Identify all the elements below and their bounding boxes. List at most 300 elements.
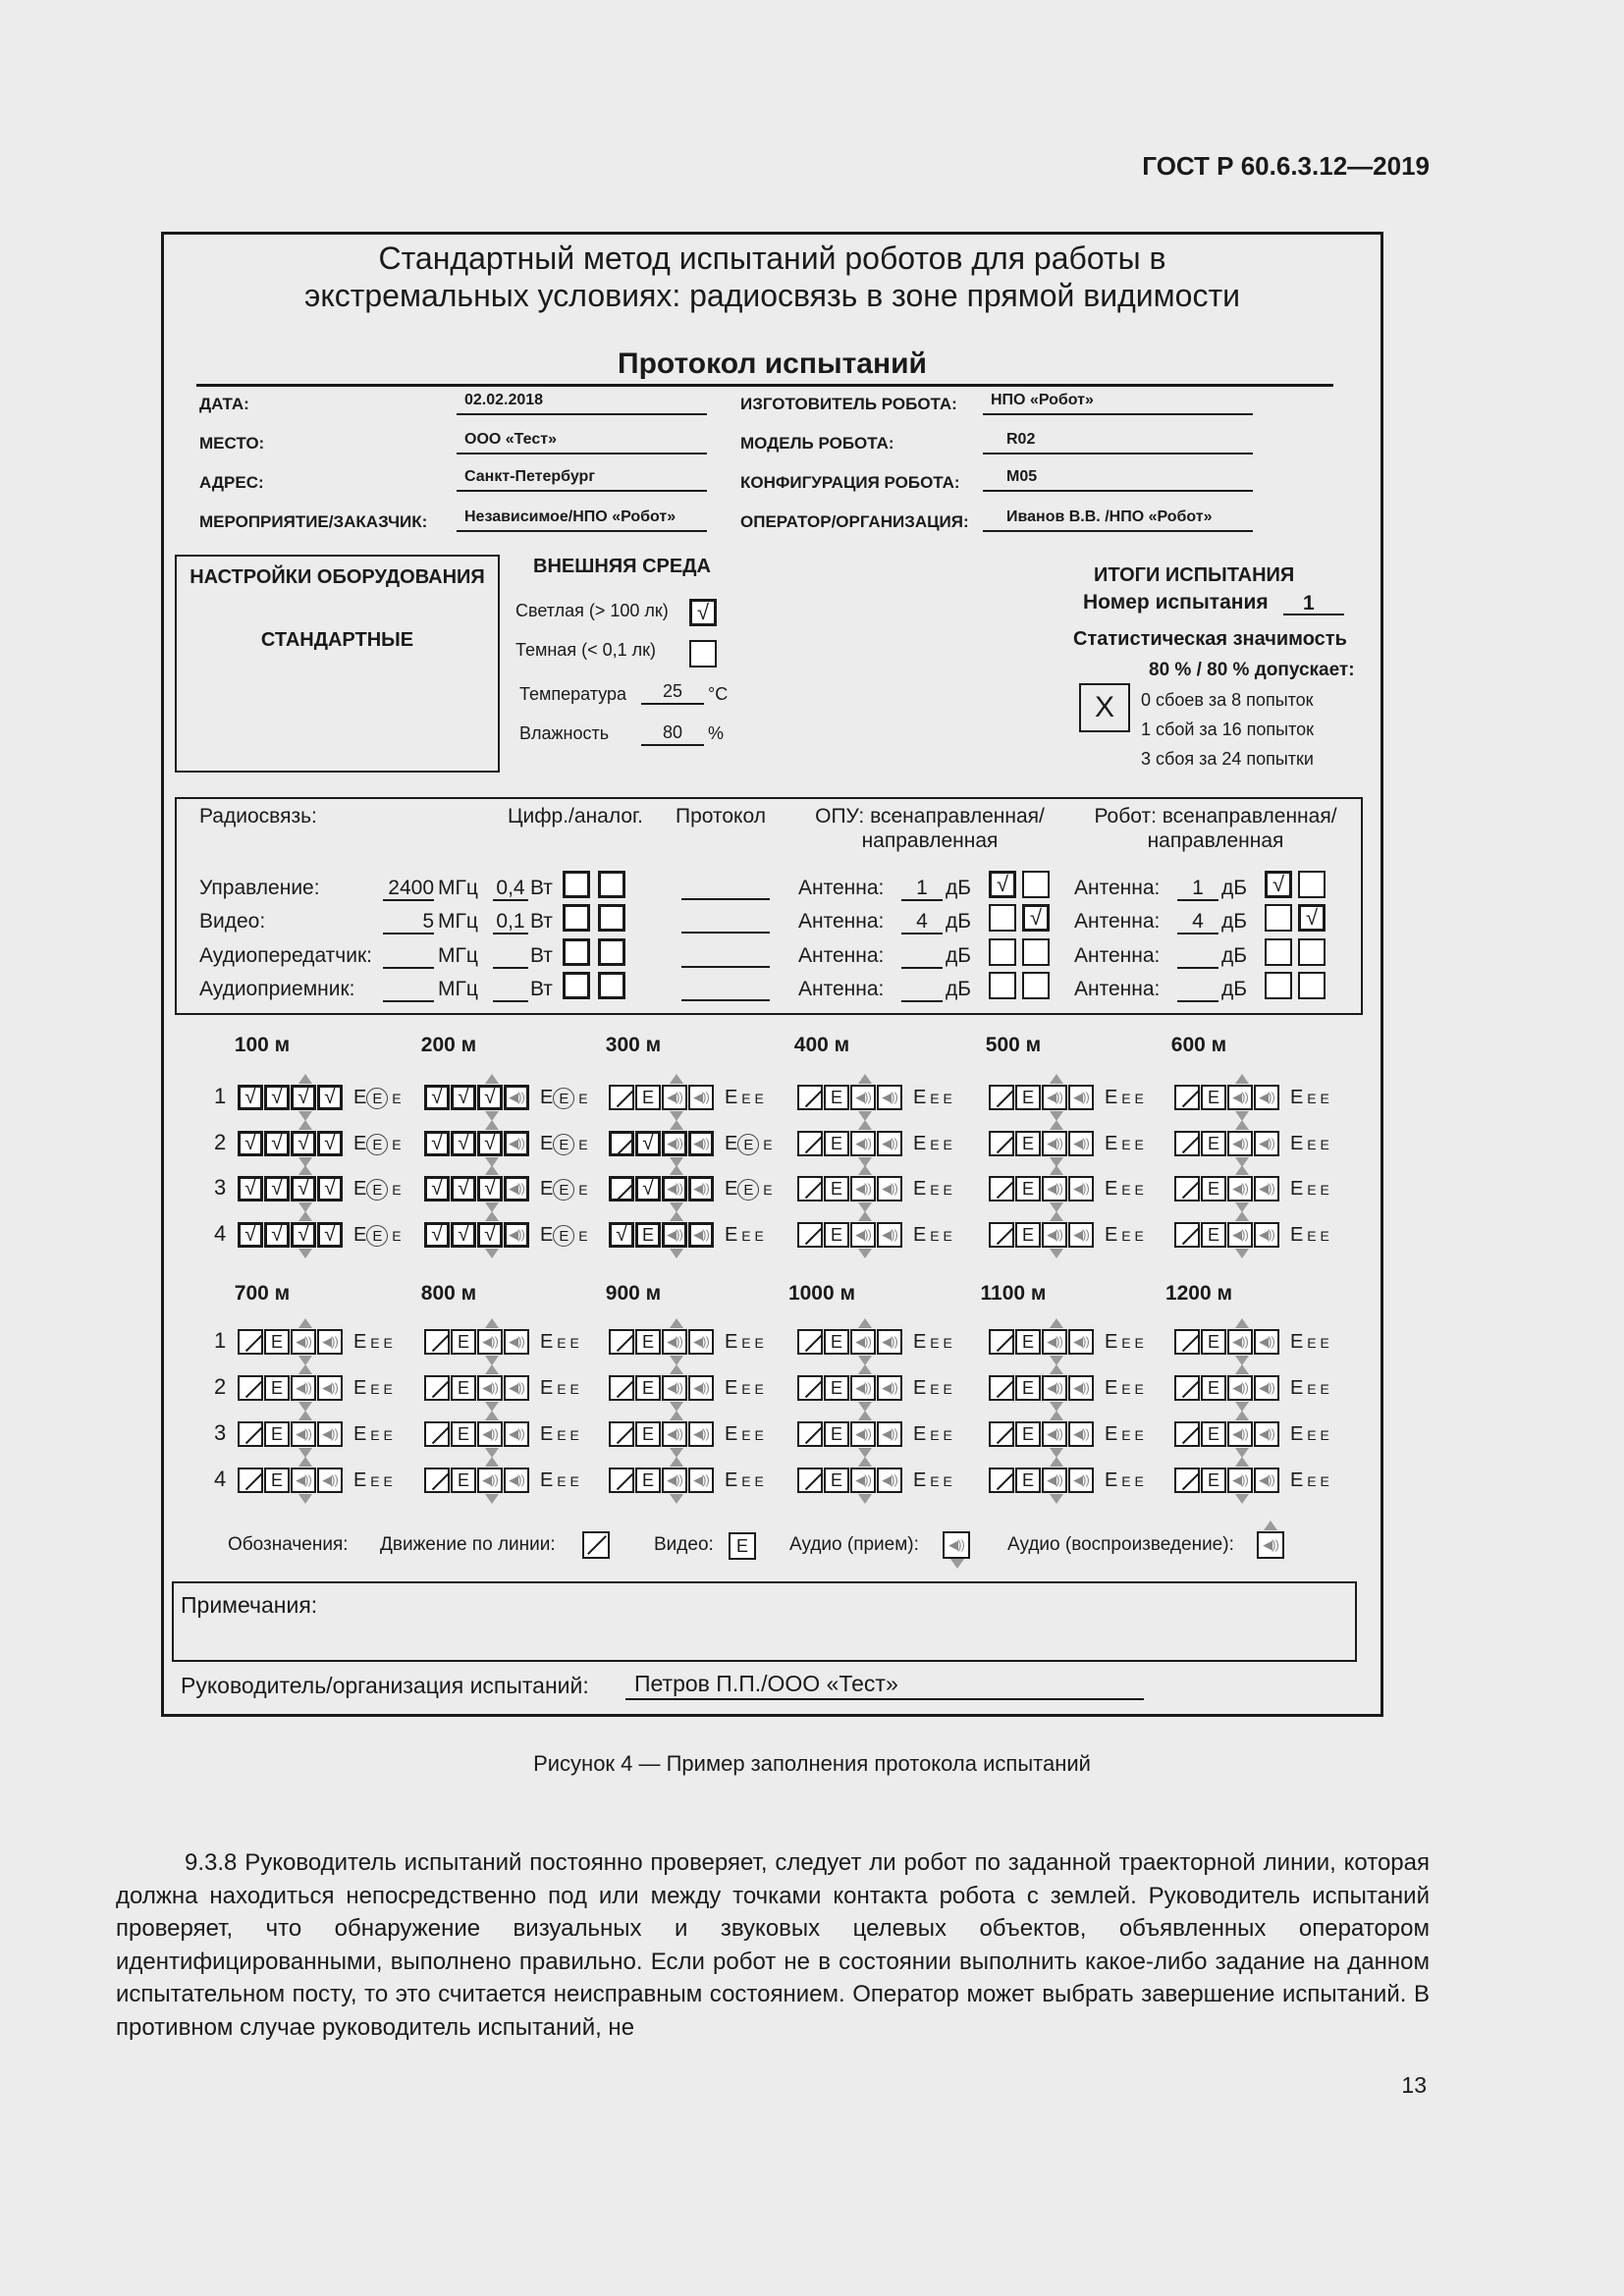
legend-line-label: Движение по линии: — [380, 1534, 556, 1555]
digital-checkbox[interactable] — [563, 871, 590, 898]
cell-box[interactable] — [477, 1421, 503, 1447]
cell-box[interactable] — [291, 1468, 316, 1493]
cell-box[interactable] — [989, 1421, 1014, 1447]
video-icon: E — [1207, 1224, 1219, 1245]
cell-box[interactable] — [850, 1131, 876, 1156]
analog-checkbox[interactable] — [598, 972, 625, 999]
maker-field[interactable]: НПО «Робот» — [983, 392, 1253, 415]
radio-power-field[interactable] — [493, 944, 528, 969]
robot-antenna-field[interactable] — [1177, 944, 1218, 969]
cell-box[interactable] — [877, 1375, 902, 1401]
cell-box[interactable] — [989, 1131, 1014, 1156]
cell-box[interactable] — [824, 1468, 849, 1493]
cell-box[interactable] — [424, 1131, 450, 1156]
cell-box[interactable] — [635, 1131, 661, 1156]
opu-omni-checkbox[interactable] — [989, 904, 1016, 932]
speaker-icon: ◀)) — [1259, 1380, 1274, 1395]
opu-directional-checkbox[interactable]: √ — [1022, 904, 1050, 932]
notes-box[interactable] — [172, 1581, 1357, 1662]
cell-box[interactable] — [850, 1329, 876, 1355]
digital-checkbox[interactable] — [563, 938, 590, 966]
cell-box[interactable] — [609, 1329, 634, 1355]
cell-box[interactable] — [451, 1085, 476, 1110]
cell-box[interactable] — [635, 1085, 661, 1110]
up-arrow-icon — [298, 1457, 312, 1467]
opu-omni-checkbox[interactable]: √ — [989, 871, 1016, 898]
stat-mark-box[interactable]: X — [1079, 683, 1130, 732]
cell-box[interactable] — [1042, 1421, 1067, 1447]
cell-box[interactable] — [1042, 1085, 1067, 1110]
cell-box[interactable] — [797, 1375, 823, 1401]
radio-freq-field[interactable]: 2400 — [383, 877, 434, 901]
cell-box[interactable] — [877, 1468, 902, 1493]
cell-box[interactable] — [1015, 1176, 1041, 1201]
cell-box[interactable] — [797, 1176, 823, 1201]
opu-directional-checkbox[interactable] — [1022, 938, 1050, 966]
cell-box[interactable] — [1015, 1329, 1041, 1355]
cell-box[interactable] — [1227, 1085, 1253, 1110]
robot-directional-checkbox[interactable] — [1298, 938, 1326, 966]
video-markers: E E E — [725, 1087, 764, 1108]
cell-box[interactable] — [824, 1329, 849, 1355]
legend-line-icon — [582, 1531, 610, 1559]
cell-box[interactable] — [635, 1421, 661, 1447]
cell-box[interactable] — [264, 1375, 290, 1401]
cell-box[interactable] — [317, 1375, 343, 1401]
cell-box[interactable] — [424, 1085, 450, 1110]
cell-box[interactable] — [1015, 1468, 1041, 1493]
cell-box[interactable] — [1068, 1131, 1094, 1156]
cell-box[interactable] — [1227, 1176, 1253, 1201]
temp-field[interactable]: 25 — [641, 681, 704, 705]
circled-marker-icon: E — [366, 1088, 388, 1109]
cell-box[interactable] — [1254, 1176, 1279, 1201]
cell-box[interactable] — [609, 1131, 634, 1156]
cell-box[interactable] — [877, 1329, 902, 1355]
cell-box[interactable] — [1174, 1468, 1200, 1493]
cell-box[interactable] — [1042, 1468, 1067, 1493]
cell-box[interactable] — [688, 1468, 714, 1493]
legend-label: Обозначения: — [228, 1534, 349, 1555]
opu-omni-checkbox[interactable] — [989, 938, 1016, 966]
humidity-field[interactable]: 80 — [641, 722, 704, 746]
cell-box[interactable] — [989, 1468, 1014, 1493]
cell-box[interactable] — [824, 1085, 849, 1110]
cell-box[interactable] — [609, 1375, 634, 1401]
cell-box[interactable] — [797, 1131, 823, 1156]
robot-omni-checkbox[interactable] — [1265, 904, 1292, 932]
cell-box[interactable] — [291, 1421, 316, 1447]
cell-box[interactable] — [317, 1176, 343, 1201]
cell-box[interactable] — [662, 1176, 687, 1201]
cell-box[interactable] — [1068, 1222, 1094, 1248]
cell-box[interactable] — [504, 1329, 529, 1355]
speaker-icon: ◀)) — [1073, 1380, 1089, 1395]
cell-box[interactable] — [1201, 1176, 1226, 1201]
cell-box[interactable] — [1068, 1468, 1094, 1493]
cell-box[interactable] — [451, 1421, 476, 1447]
config-field[interactable]: M05 — [983, 468, 1253, 492]
radio-freq-field[interactable] — [383, 978, 434, 1002]
cell-box[interactable] — [238, 1329, 263, 1355]
operator-field[interactable]: Иванов В.В. /НПО «Робот» — [983, 508, 1253, 532]
analog-checkbox[interactable] — [598, 871, 625, 898]
cell-box[interactable] — [797, 1421, 823, 1447]
speaker-icon: ◀)) — [855, 1334, 871, 1349]
cell-box[interactable] — [1227, 1131, 1253, 1156]
cell-box[interactable] — [317, 1468, 343, 1493]
cell-box[interactable] — [264, 1176, 290, 1201]
cell-box[interactable] — [504, 1468, 529, 1493]
cell-box[interactable] — [317, 1222, 343, 1248]
cell-box[interactable] — [1227, 1222, 1253, 1248]
cell-box[interactable] — [291, 1329, 316, 1355]
cell-box[interactable] — [1068, 1421, 1094, 1447]
trial-row-number: 2 — [214, 1374, 227, 1399]
cell-box[interactable] — [1068, 1329, 1094, 1355]
cell-box[interactable] — [477, 1329, 503, 1355]
cell-box[interactable] — [609, 1468, 634, 1493]
cell-box[interactable] — [424, 1421, 450, 1447]
cell-box[interactable] — [797, 1085, 823, 1110]
cell-box[interactable] — [424, 1176, 450, 1201]
cell-box[interactable] — [609, 1421, 634, 1447]
circled-marker-icon: E — [553, 1134, 574, 1155]
robot-directional-checkbox[interactable] — [1298, 871, 1326, 898]
cell-box[interactable] — [662, 1131, 687, 1156]
cell-box[interactable] — [291, 1085, 316, 1110]
cell-box[interactable] — [989, 1085, 1014, 1110]
speaker-icon: ◀)) — [948, 1537, 964, 1552]
check-mark: √ — [484, 1086, 496, 1108]
cell-box[interactable] — [1254, 1468, 1279, 1493]
cell-box[interactable] — [1174, 1085, 1200, 1110]
cell-box[interactable] — [850, 1421, 876, 1447]
speaker-icon: ◀)) — [1232, 1472, 1248, 1487]
cell-box[interactable] — [877, 1085, 902, 1110]
cell-box[interactable] — [504, 1222, 529, 1248]
cell-box[interactable] — [238, 1421, 263, 1447]
db-unit: дБ — [946, 944, 972, 967]
protocol-field[interactable] — [681, 877, 770, 900]
cell-box[interactable] — [424, 1329, 450, 1355]
cell-box[interactable] — [1174, 1421, 1200, 1447]
cell-box[interactable] — [635, 1329, 661, 1355]
cell-box[interactable] — [1068, 1085, 1094, 1110]
cell-box[interactable] — [1174, 1375, 1200, 1401]
cell-box[interactable] — [1201, 1085, 1226, 1110]
cell-box[interactable] — [688, 1329, 714, 1355]
cell-box[interactable] — [797, 1468, 823, 1493]
line-slash-icon — [997, 1472, 1014, 1490]
cell-box[interactable] — [264, 1468, 290, 1493]
cell-box[interactable] — [238, 1468, 263, 1493]
robot-antenna-field[interactable] — [1177, 978, 1218, 1002]
cell-box[interactable] — [1174, 1176, 1200, 1201]
cell-box[interactable] — [989, 1329, 1014, 1355]
cell-box[interactable] — [1201, 1375, 1226, 1401]
model-field[interactable]: R02 — [983, 431, 1253, 454]
robot-omni-checkbox[interactable] — [1265, 938, 1292, 966]
cell-box[interactable] — [662, 1329, 687, 1355]
cell-box[interactable] — [688, 1375, 714, 1401]
cell-box[interactable] — [824, 1375, 849, 1401]
cell-box[interactable] — [317, 1329, 343, 1355]
digital-checkbox[interactable] — [563, 972, 590, 999]
robot-antenna-field[interactable]: 1 — [1177, 877, 1218, 901]
cell-box[interactable] — [635, 1176, 661, 1201]
cell-box[interactable] — [451, 1375, 476, 1401]
cell-box[interactable] — [477, 1468, 503, 1493]
cell-box[interactable] — [291, 1375, 316, 1401]
cell-box[interactable] — [1201, 1131, 1226, 1156]
cell-box[interactable] — [877, 1131, 902, 1156]
cell-box[interactable] — [989, 1222, 1014, 1248]
cell-box[interactable] — [1015, 1131, 1041, 1156]
cell-box[interactable] — [824, 1176, 849, 1201]
cell-box[interactable] — [264, 1222, 290, 1248]
address-field[interactable]: Санкт-Петербург — [457, 468, 707, 492]
cell-box[interactable] — [1174, 1131, 1200, 1156]
cell-box[interactable] — [504, 1176, 529, 1201]
speaker-icon: ◀)) — [509, 1426, 524, 1441]
down-arrow-icon — [1050, 1249, 1063, 1258]
cell-box[interactable] — [1174, 1222, 1200, 1248]
opu-antenna-field[interactable] — [901, 944, 943, 969]
cell-box[interactable] — [1042, 1131, 1067, 1156]
cell-box[interactable] — [1254, 1329, 1279, 1355]
robot-omni-checkbox[interactable] — [1265, 972, 1292, 999]
cell-box[interactable] — [688, 1222, 714, 1248]
cell-box[interactable] — [1227, 1329, 1253, 1355]
legend-up-arrow-icon — [1264, 1521, 1277, 1530]
cell-box[interactable] — [609, 1085, 634, 1110]
cell-box[interactable] — [291, 1222, 316, 1248]
video-markers: E E E — [1290, 1423, 1329, 1445]
cell-box[interactable] — [662, 1085, 687, 1110]
cell-box[interactable] — [662, 1222, 687, 1248]
cell-box[interactable] — [688, 1131, 714, 1156]
circled-marker-icon: E — [553, 1225, 574, 1247]
cell-box[interactable] — [238, 1222, 263, 1248]
dark-checkbox[interactable] — [689, 640, 717, 667]
line-slash-icon — [805, 1380, 823, 1398]
cell-box[interactable] — [1042, 1176, 1067, 1201]
cell-box[interactable] — [1201, 1421, 1226, 1447]
cell-box[interactable] — [824, 1222, 849, 1248]
video-icon: E — [641, 1377, 654, 1398]
place-field[interactable]: ООО «Тест» — [457, 431, 707, 454]
cell-box[interactable] — [662, 1421, 687, 1447]
radio-power-field[interactable]: 0,4 — [493, 877, 528, 901]
cell-box[interactable] — [1254, 1222, 1279, 1248]
cell-box[interactable] — [1254, 1421, 1279, 1447]
cell-box[interactable] — [1042, 1222, 1067, 1248]
cell-box[interactable] — [850, 1222, 876, 1248]
cell-box[interactable] — [291, 1176, 316, 1201]
opu-antenna-field[interactable]: 1 — [901, 877, 943, 901]
cell-box[interactable] — [504, 1131, 529, 1156]
cell-box[interactable] — [264, 1329, 290, 1355]
speaker-icon: ◀)) — [509, 1334, 524, 1349]
opu-directional-checkbox[interactable] — [1022, 871, 1050, 898]
cell-box[interactable] — [1227, 1468, 1253, 1493]
cell-box[interactable] — [877, 1222, 902, 1248]
distance-label: 200 м — [420, 1034, 477, 1056]
line-slash-icon — [997, 1227, 1014, 1245]
opu-directional-checkbox[interactable] — [1022, 972, 1050, 999]
cell-box[interactable] — [451, 1468, 476, 1493]
opu-antenna-field[interactable] — [901, 978, 943, 1002]
cell-box[interactable] — [451, 1131, 476, 1156]
cell-box[interactable] — [1068, 1375, 1094, 1401]
cell-box[interactable] — [797, 1329, 823, 1355]
cell-box[interactable] — [1254, 1131, 1279, 1156]
cell-box[interactable] — [317, 1085, 343, 1110]
date-field[interactable]: 02.02.2018 — [457, 392, 707, 415]
video-icon: E — [1021, 1133, 1034, 1153]
cell-box[interactable] — [291, 1131, 316, 1156]
cell-box[interactable] — [317, 1131, 343, 1156]
cell-box[interactable] — [850, 1085, 876, 1110]
col-opu-line1: ОПУ: всенаправленная/ — [815, 805, 1045, 828]
protocol-field[interactable] — [681, 978, 770, 1001]
cell-box[interactable] — [989, 1176, 1014, 1201]
db-unit: дБ — [946, 877, 972, 899]
cell-box[interactable] — [1042, 1375, 1067, 1401]
cell-box[interactable] — [424, 1222, 450, 1248]
robot-antenna-field[interactable]: 4 — [1177, 910, 1218, 934]
cell-box[interactable] — [824, 1421, 849, 1447]
protocol-field[interactable] — [681, 944, 770, 968]
line-slash-icon — [805, 1136, 823, 1153]
cell-box[interactable] — [477, 1085, 503, 1110]
cell-box[interactable] — [1015, 1222, 1041, 1248]
cell-box[interactable] — [662, 1375, 687, 1401]
cell-box[interactable] — [1015, 1421, 1041, 1447]
cell-box[interactable] — [1042, 1329, 1067, 1355]
w-unit: Вт — [530, 944, 553, 967]
speaker-icon: ◀)) — [296, 1472, 311, 1487]
speaker-icon: ◀)) — [482, 1472, 498, 1487]
cell-box[interactable] — [1201, 1468, 1226, 1493]
light-checkbox[interactable]: √ — [689, 599, 717, 626]
cell-box[interactable] — [477, 1375, 503, 1401]
analog-checkbox[interactable] — [598, 938, 625, 966]
cell-box[interactable] — [238, 1085, 263, 1110]
cell-box[interactable] — [877, 1421, 902, 1447]
cell-box[interactable] — [877, 1176, 902, 1201]
cell-box[interactable] — [1068, 1176, 1094, 1201]
cell-box[interactable] — [1201, 1329, 1226, 1355]
cell-box[interactable] — [451, 1329, 476, 1355]
radio-freq-field[interactable]: 5 — [383, 910, 434, 934]
cell-box[interactable] — [1227, 1375, 1253, 1401]
event-field[interactable]: Независимое/НПО «Робот» — [457, 508, 707, 532]
cell-box[interactable] — [824, 1131, 849, 1156]
cell-box[interactable] — [850, 1176, 876, 1201]
cell-box[interactable] — [451, 1176, 476, 1201]
video-icon: E — [641, 1224, 654, 1245]
speaker-icon: ◀)) — [693, 1136, 709, 1150]
cell-box[interactable] — [264, 1085, 290, 1110]
cell-box[interactable] — [424, 1468, 450, 1493]
robot-directional-checkbox[interactable]: √ — [1298, 904, 1326, 932]
cell-box[interactable] — [850, 1468, 876, 1493]
speaker-icon: ◀)) — [1259, 1090, 1274, 1104]
analog-checkbox[interactable] — [598, 904, 625, 932]
trial-number-field[interactable]: 1 — [1283, 592, 1344, 615]
cell-box[interactable] — [1254, 1085, 1279, 1110]
line-slash-icon — [1182, 1334, 1200, 1352]
supervisor-field[interactable]: Петров П.П./ООО «Тест» — [625, 1671, 1144, 1700]
cell-box[interactable] — [451, 1222, 476, 1248]
cell-box[interactable] — [238, 1375, 263, 1401]
radio-power-field[interactable] — [493, 978, 528, 1002]
video-markers: E E E — [1105, 1377, 1144, 1399]
cell-box[interactable] — [477, 1131, 503, 1156]
cell-box[interactable] — [1254, 1375, 1279, 1401]
radio-freq-field[interactable] — [383, 944, 434, 969]
cell-box[interactable] — [238, 1131, 263, 1156]
cell-box[interactable] — [635, 1222, 661, 1248]
cell-box[interactable] — [1201, 1222, 1226, 1248]
opu-antenna-field[interactable]: 4 — [901, 910, 943, 934]
cell-box[interactable] — [662, 1468, 687, 1493]
up-arrow-icon — [1235, 1411, 1249, 1420]
distance-label: 1000 м — [787, 1282, 856, 1305]
cell-box[interactable] — [424, 1375, 450, 1401]
cell-box[interactable] — [989, 1375, 1014, 1401]
speaker-icon: ◀)) — [1047, 1380, 1062, 1395]
cell-box[interactable] — [688, 1085, 714, 1110]
up-arrow-icon — [670, 1364, 683, 1374]
cell-box[interactable] — [504, 1421, 529, 1447]
protocol-field[interactable] — [681, 910, 770, 934]
radio-power-field[interactable]: 0,1 — [493, 910, 528, 934]
cell-box[interactable] — [264, 1131, 290, 1156]
cell-box[interactable] — [1174, 1329, 1200, 1355]
robot-directional-checkbox[interactable] — [1298, 972, 1326, 999]
line-slash-icon — [805, 1334, 823, 1352]
cell-box[interactable] — [688, 1176, 714, 1201]
cell-box[interactable] — [238, 1176, 263, 1201]
cell-box[interactable] — [504, 1375, 529, 1401]
cell-box[interactable] — [477, 1176, 503, 1201]
video-icon: E — [1021, 1469, 1034, 1490]
down-arrow-icon — [1235, 1494, 1249, 1504]
cell-box[interactable] — [1015, 1375, 1041, 1401]
robot-omni-checkbox[interactable]: √ — [1265, 871, 1292, 898]
cell-box[interactable] — [317, 1421, 343, 1447]
cell-box[interactable] — [477, 1222, 503, 1248]
cell-box[interactable] — [609, 1176, 634, 1201]
cell-box[interactable] — [688, 1421, 714, 1447]
cell-box[interactable] — [850, 1375, 876, 1401]
digital-checkbox[interactable] — [563, 904, 590, 932]
cell-box[interactable] — [609, 1222, 634, 1248]
cell-box[interactable] — [635, 1375, 661, 1401]
cell-box[interactable] — [1227, 1421, 1253, 1447]
cell-box[interactable] — [264, 1421, 290, 1447]
opu-omni-checkbox[interactable] — [989, 972, 1016, 999]
cell-box[interactable] — [635, 1468, 661, 1493]
cell-box[interactable] — [797, 1222, 823, 1248]
cell-box[interactable] — [1015, 1085, 1041, 1110]
cell-box[interactable] — [504, 1085, 529, 1110]
up-arrow-icon — [1050, 1364, 1063, 1374]
video-markers: E E E — [913, 1377, 952, 1399]
